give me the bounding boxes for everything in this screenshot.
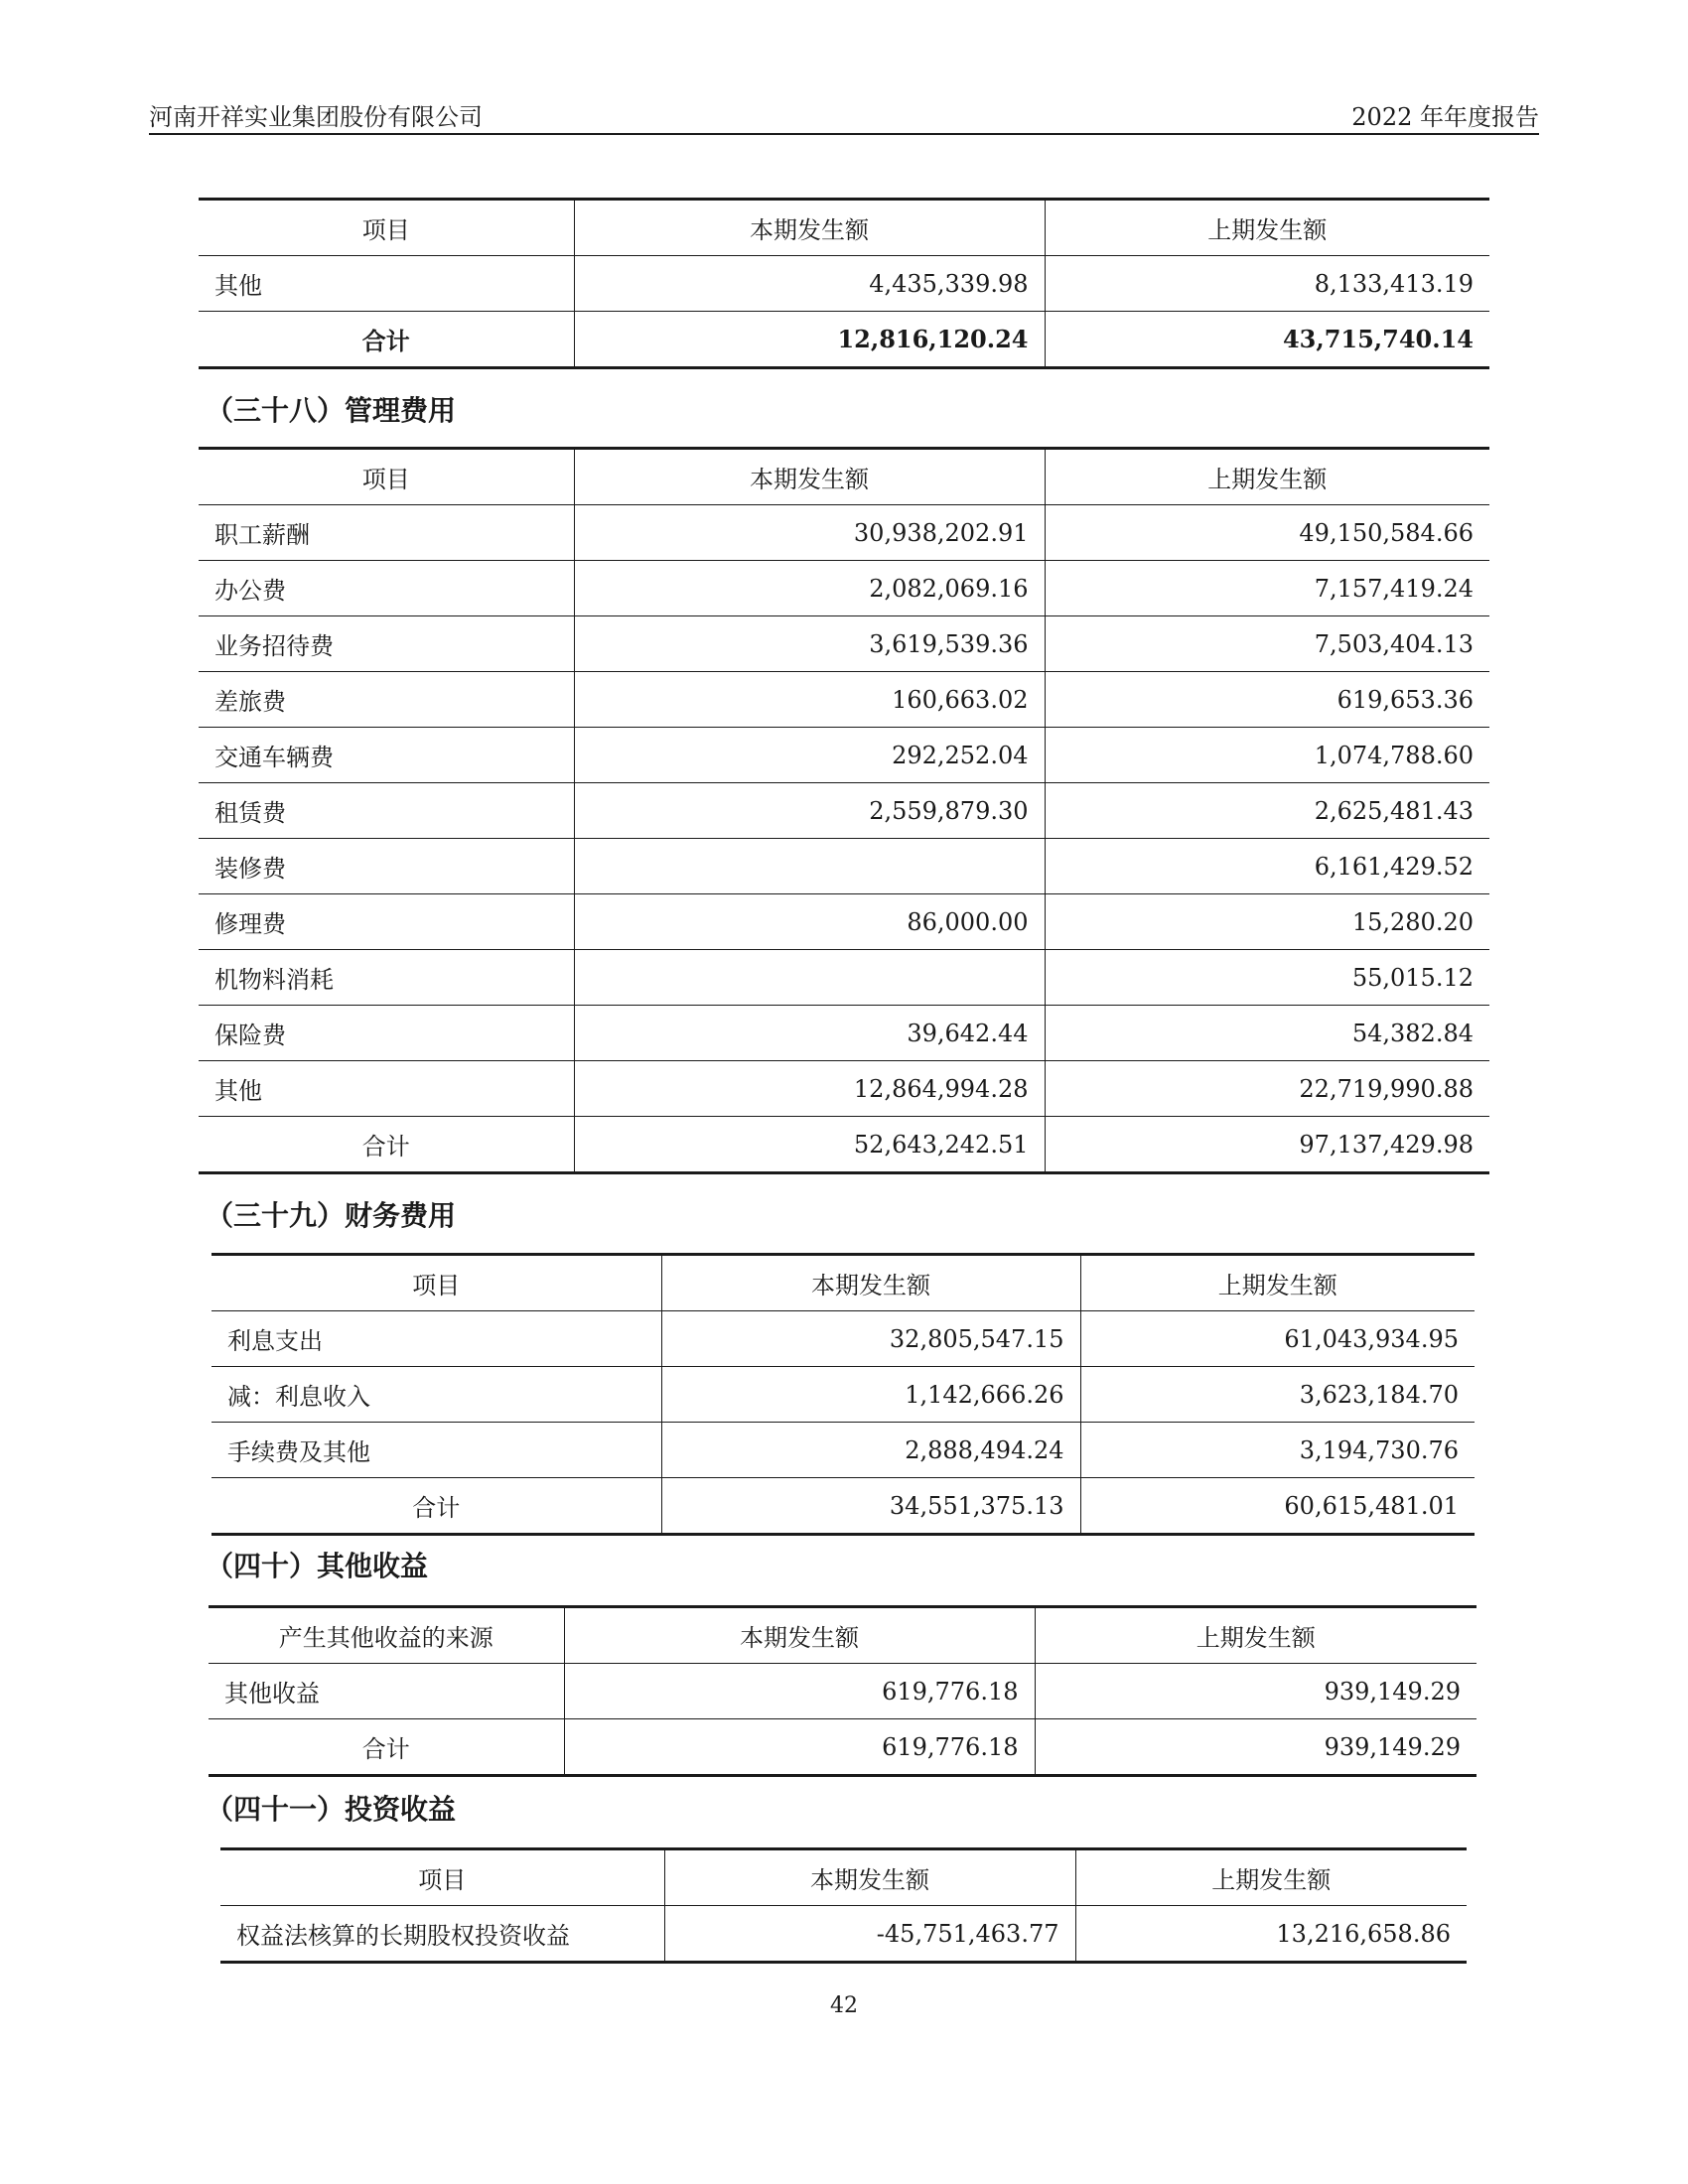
row-prior: 97,137,429.98 xyxy=(1045,1117,1489,1173)
row-prior: 6,161,429.52 xyxy=(1045,839,1489,894)
row-item: 职工薪酬 xyxy=(199,505,574,561)
row-item: 合计 xyxy=(211,1478,661,1535)
row-item: 办公费 xyxy=(199,561,574,616)
row-prior: 61,043,934.95 xyxy=(1080,1311,1475,1367)
header-item: 项目 xyxy=(199,449,574,505)
table-header-row xyxy=(211,1255,1475,1311)
row-item: 租赁费 xyxy=(199,783,574,839)
row-current: 30,938,202.91 xyxy=(574,505,1045,561)
table-header-row xyxy=(220,1849,1467,1906)
table-row xyxy=(199,783,1489,839)
table-row xyxy=(199,505,1489,561)
row-item: 其他 xyxy=(199,1061,574,1117)
row-prior: 2,625,481.43 xyxy=(1045,783,1489,839)
row-item: 其他收益 xyxy=(209,1664,564,1719)
report-title: 2022 年年度报告 xyxy=(1351,103,1539,131)
table-row xyxy=(199,256,1489,312)
row-item: 业务招待费 xyxy=(199,616,574,672)
row-current: 292,252.04 xyxy=(574,728,1045,783)
header-current: 本期发生额 xyxy=(574,200,1045,256)
section-title-38: （三十八）管理费用 xyxy=(206,394,457,427)
header-item: 产生其他收益的来源 xyxy=(209,1607,564,1664)
row-current: 619,776.18 xyxy=(564,1719,1035,1776)
row-item: 权益法核算的长期股权投资收益 xyxy=(220,1906,664,1963)
row-item: 手续费及其他 xyxy=(211,1423,661,1478)
row-prior: 939,149.29 xyxy=(1035,1719,1477,1776)
row-item: 机物料消耗 xyxy=(199,950,574,1006)
row-current: -45,751,463.77 xyxy=(664,1906,1075,1963)
row-prior: 43,715,740.14 xyxy=(1045,312,1489,368)
row-prior: 8,133,413.19 xyxy=(1045,256,1489,312)
row-item: 合计 xyxy=(199,312,574,368)
header-current: 本期发生额 xyxy=(564,1607,1035,1664)
row-prior: 7,503,404.13 xyxy=(1045,616,1489,672)
table-row xyxy=(199,839,1489,894)
table-row xyxy=(199,561,1489,616)
table-row xyxy=(199,672,1489,728)
row-current: 619,776.18 xyxy=(564,1664,1035,1719)
row-current: 12,864,994.28 xyxy=(574,1061,1045,1117)
row-current: 2,082,069.16 xyxy=(574,561,1045,616)
row-item: 交通车辆费 xyxy=(199,728,574,783)
row-current xyxy=(574,839,1045,894)
header-item: 项目 xyxy=(199,200,574,256)
section-title-40: （四十）其他收益 xyxy=(206,1550,429,1582)
header-prior: 上期发生额 xyxy=(1035,1607,1477,1664)
row-prior: 54,382.84 xyxy=(1045,1006,1489,1061)
row-current: 2,559,879.30 xyxy=(574,783,1045,839)
header-prior: 上期发生额 xyxy=(1045,200,1489,256)
table-row xyxy=(220,1906,1467,1963)
header-item: 项目 xyxy=(220,1849,664,1906)
table-header-row xyxy=(209,1607,1477,1664)
row-item: 装修费 xyxy=(199,839,574,894)
row-item: 其他 xyxy=(199,256,574,312)
row-current: 2,888,494.24 xyxy=(661,1423,1080,1478)
row-prior: 619,653.36 xyxy=(1045,672,1489,728)
row-current: 12,816,120.24 xyxy=(574,312,1045,368)
header-item: 项目 xyxy=(211,1255,661,1311)
table-management-expenses xyxy=(199,447,1489,1174)
table-row xyxy=(209,1664,1477,1719)
row-prior: 1,074,788.60 xyxy=(1045,728,1489,783)
page-header xyxy=(149,95,1539,135)
table-row xyxy=(199,1006,1489,1061)
row-current xyxy=(574,950,1045,1006)
row-prior: 7,157,419.24 xyxy=(1045,561,1489,616)
row-prior: 49,150,584.66 xyxy=(1045,505,1489,561)
row-current: 52,643,242.51 xyxy=(574,1117,1045,1173)
section-title-41: （四十一）投资收益 xyxy=(206,1793,457,1826)
row-prior: 939,149.29 xyxy=(1035,1664,1477,1719)
table-row xyxy=(199,894,1489,950)
section-title-39: （三十九）财务费用 xyxy=(206,1199,457,1232)
table-header-row xyxy=(199,200,1489,256)
row-prior: 22,719,990.88 xyxy=(1045,1061,1489,1117)
table-continued xyxy=(199,198,1489,369)
row-prior: 3,194,730.76 xyxy=(1080,1423,1475,1478)
table-row xyxy=(199,1061,1489,1117)
header-prior: 上期发生额 xyxy=(1075,1849,1467,1906)
total-row xyxy=(199,1117,1489,1173)
row-item: 保险费 xyxy=(199,1006,574,1061)
table-other-income xyxy=(209,1605,1477,1777)
row-prior: 55,015.12 xyxy=(1045,950,1489,1006)
row-current: 34,551,375.13 xyxy=(661,1478,1080,1535)
row-item: 利息支出 xyxy=(211,1311,661,1367)
table-row xyxy=(199,950,1489,1006)
table-row xyxy=(199,728,1489,783)
table-header-row xyxy=(199,449,1489,505)
table-row xyxy=(199,616,1489,672)
row-current: 4,435,339.98 xyxy=(574,256,1045,312)
page-number: 42 xyxy=(830,1993,858,2018)
row-item: 合计 xyxy=(209,1719,564,1776)
header-prior: 上期发生额 xyxy=(1080,1255,1475,1311)
row-current: 86,000.00 xyxy=(574,894,1045,950)
table-row xyxy=(211,1367,1475,1423)
row-item: 差旅费 xyxy=(199,672,574,728)
header-current: 本期发生额 xyxy=(574,449,1045,505)
row-current: 3,619,539.36 xyxy=(574,616,1045,672)
row-current: 1,142,666.26 xyxy=(661,1367,1080,1423)
table-row xyxy=(211,1423,1475,1478)
row-prior: 13,216,658.86 xyxy=(1075,1906,1467,1963)
company-name: 河南开祥实业集团股份有限公司 xyxy=(149,103,483,131)
row-current: 32,805,547.15 xyxy=(661,1311,1080,1367)
row-prior: 15,280.20 xyxy=(1045,894,1489,950)
row-prior: 60,615,481.01 xyxy=(1080,1478,1475,1535)
header-current: 本期发生额 xyxy=(664,1849,1075,1906)
row-item: 合计 xyxy=(199,1117,574,1173)
table-investment-income xyxy=(220,1847,1467,1964)
row-current: 160,663.02 xyxy=(574,672,1045,728)
row-prior: 3,623,184.70 xyxy=(1080,1367,1475,1423)
table-row xyxy=(211,1311,1475,1367)
row-current: 39,642.44 xyxy=(574,1006,1045,1061)
table-financial-expenses xyxy=(211,1253,1475,1536)
row-item: 减：利息收入 xyxy=(211,1367,661,1423)
row-item: 修理费 xyxy=(199,894,574,950)
total-row xyxy=(199,312,1489,368)
total-row xyxy=(211,1478,1475,1535)
header-current: 本期发生额 xyxy=(661,1255,1080,1311)
total-row xyxy=(209,1719,1477,1776)
header-prior: 上期发生额 xyxy=(1045,449,1489,505)
